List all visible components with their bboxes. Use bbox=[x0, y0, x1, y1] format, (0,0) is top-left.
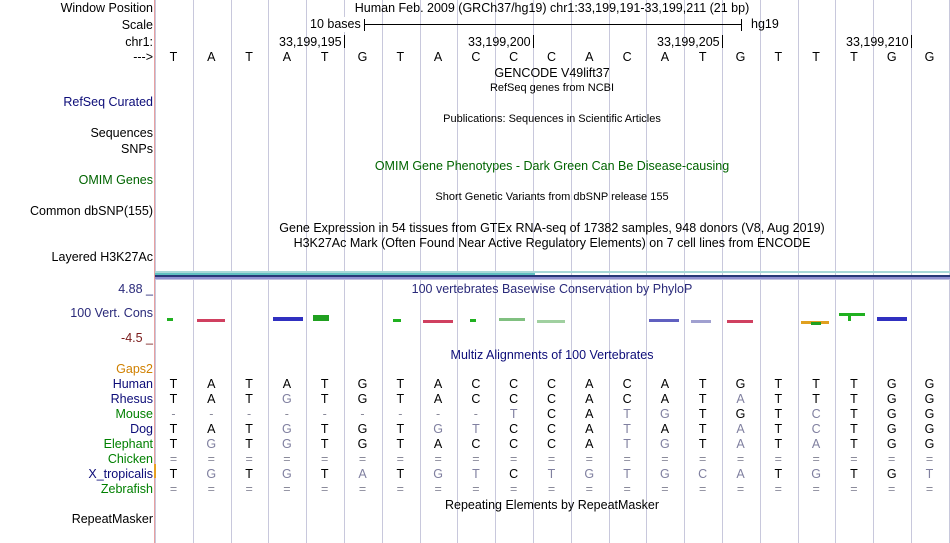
cons-bar bbox=[313, 315, 329, 321]
common-dbsnp-track-label[interactable]: Common dbSNP(155) bbox=[30, 204, 153, 218]
aligned-base: C bbox=[471, 437, 481, 451]
aligned-base: G bbox=[206, 467, 217, 481]
aligned-base: C bbox=[471, 392, 481, 406]
aligned-base: - bbox=[322, 407, 327, 421]
dna-base: T bbox=[396, 50, 405, 64]
aligned-base: G bbox=[357, 422, 368, 436]
aligned-base: C bbox=[546, 407, 557, 421]
gap-indicator bbox=[154, 464, 156, 478]
aligned-base: - bbox=[436, 407, 441, 421]
aligned-base: T bbox=[509, 407, 518, 421]
aligned-base: T bbox=[472, 467, 480, 481]
position-label: 33,199,210 bbox=[846, 35, 909, 49]
dna-base: T bbox=[850, 50, 858, 64]
aligned-base: C bbox=[622, 392, 632, 406]
aligned-base: G bbox=[886, 392, 897, 406]
alignment-row bbox=[155, 467, 950, 482]
cons-bar bbox=[393, 319, 401, 322]
aligned-base: T bbox=[623, 437, 631, 451]
aligned-base: T bbox=[547, 467, 556, 481]
aligned-base: A bbox=[433, 437, 443, 451]
aligned-base: G bbox=[886, 407, 897, 421]
position-label: 33,199,205 bbox=[657, 35, 720, 49]
aligned-base: C bbox=[622, 377, 632, 391]
aligned-base: = bbox=[585, 482, 593, 496]
aligned-base: G bbox=[924, 392, 935, 406]
aligned-base: T bbox=[812, 392, 820, 406]
aligned-base: T bbox=[396, 437, 405, 451]
dna-base: T bbox=[320, 50, 329, 64]
aligned-base: G bbox=[433, 467, 443, 481]
multiz-track-title[interactable]: Multiz Alignments of 100 Vertebrates bbox=[450, 348, 654, 362]
aligned-base: = bbox=[358, 482, 367, 496]
aligned-base: C bbox=[546, 392, 557, 406]
strand-arrow[interactable]: ---> bbox=[133, 50, 153, 64]
aligned-base: = bbox=[472, 482, 480, 496]
cons-bar bbox=[727, 320, 753, 323]
cons-bar bbox=[197, 319, 225, 322]
alignment-row bbox=[155, 437, 950, 452]
species-label-zebrafish[interactable]: Zebrafish bbox=[100, 482, 153, 496]
aligned-base: T bbox=[396, 422, 405, 436]
position-tick bbox=[722, 35, 723, 48]
scale-assembly: hg19 bbox=[751, 17, 779, 31]
cons-bar bbox=[839, 313, 865, 316]
aligned-base: T bbox=[320, 392, 329, 406]
aligned-base: T bbox=[245, 437, 253, 451]
aligned-base: G bbox=[282, 437, 292, 451]
aligned-base: C bbox=[546, 377, 557, 391]
aligned-base: G bbox=[433, 422, 443, 436]
aligned-base: = bbox=[283, 482, 291, 496]
aligned-base: T bbox=[472, 422, 480, 436]
aligned-base: T bbox=[850, 407, 858, 421]
aligned-base: C bbox=[509, 437, 519, 451]
aligned-base: = bbox=[736, 482, 745, 496]
aligned-base: A bbox=[358, 467, 367, 481]
aligned-base: T bbox=[245, 392, 253, 406]
aligned-base: A bbox=[585, 392, 594, 406]
aligned-base: T bbox=[774, 377, 783, 391]
scale-text: 10 bases bbox=[310, 17, 361, 31]
aligned-base: C bbox=[811, 407, 821, 421]
aligned-base: A bbox=[660, 377, 670, 391]
aligned-base: - bbox=[360, 407, 365, 421]
aligned-base: T bbox=[245, 377, 253, 391]
aligned-base: G bbox=[924, 377, 935, 391]
aligned-base: A bbox=[660, 392, 670, 406]
aligned-base: G bbox=[886, 437, 897, 451]
aligned-base: - bbox=[473, 407, 478, 421]
aligned-base: T bbox=[320, 437, 329, 451]
aligned-base: - bbox=[209, 407, 214, 421]
position-tick bbox=[344, 35, 345, 48]
aligned-base: = bbox=[207, 482, 215, 496]
aligned-base: A bbox=[433, 392, 443, 406]
aligned-base: = bbox=[358, 452, 367, 466]
refseq-track-label[interactable]: RefSeq Curated bbox=[63, 95, 153, 109]
dna-sequence bbox=[155, 50, 950, 65]
aligned-base: = bbox=[736, 452, 745, 466]
aligned-base: T bbox=[698, 392, 707, 406]
position-tick bbox=[533, 35, 534, 48]
publications-track-title[interactable]: Publications: Sequences in Scientific Articles bbox=[443, 113, 661, 125]
cons-bar bbox=[811, 322, 821, 325]
cons-bar bbox=[423, 320, 453, 323]
aligned-base: T bbox=[698, 422, 707, 436]
cons-bar bbox=[167, 318, 173, 321]
dna-base: C bbox=[546, 50, 557, 64]
aligned-base: A bbox=[736, 467, 745, 481]
aligned-base: = bbox=[245, 452, 253, 466]
aligned-base: = bbox=[812, 452, 820, 466]
species-label-dog[interactable]: Dog bbox=[130, 422, 153, 436]
alignment-row bbox=[155, 422, 950, 437]
aligned-base: = bbox=[472, 452, 480, 466]
aligned-base: G bbox=[735, 407, 746, 421]
scale-label: Scale bbox=[121, 18, 153, 32]
aligned-base: T bbox=[774, 467, 783, 481]
aligned-base: G bbox=[924, 407, 935, 421]
dna-base: G bbox=[357, 50, 368, 64]
aligned-base: = bbox=[245, 482, 253, 496]
scale-bar-left-cap bbox=[364, 19, 365, 31]
aligned-base: T bbox=[812, 377, 820, 391]
aligned-base: T bbox=[774, 407, 783, 421]
aligned-base: G bbox=[886, 422, 897, 436]
scale-bar bbox=[364, 24, 742, 25]
dna-base: G bbox=[924, 50, 935, 64]
aligned-base: T bbox=[774, 437, 783, 451]
aligned-base: C bbox=[546, 437, 557, 451]
aligned-base: T bbox=[850, 392, 858, 406]
vert-cons-track-label[interactable]: 100 Vert. Cons bbox=[70, 306, 153, 320]
cons-max-label: 4.88 _ bbox=[118, 282, 153, 296]
h3k27ac-track-title[interactable]: H3K27Ac Mark (Often Found Near Active Regulatory Elements) on 7 cell lines from ENCODE bbox=[293, 236, 811, 250]
aligned-base: G bbox=[357, 392, 368, 406]
dna-base: A bbox=[660, 50, 670, 64]
aligned-base: = bbox=[888, 452, 896, 466]
aligned-base: T bbox=[623, 467, 631, 481]
dna-base: T bbox=[245, 50, 253, 64]
aligned-base: T bbox=[623, 422, 631, 436]
aligned-base: T bbox=[169, 377, 178, 391]
cons-min-label: -4.5 _ bbox=[121, 331, 153, 345]
cons-bar bbox=[470, 319, 476, 322]
aligned-base: A bbox=[585, 407, 594, 421]
aligned-base: = bbox=[812, 482, 820, 496]
aligned-base: T bbox=[245, 422, 253, 436]
dna-base: T bbox=[774, 50, 783, 64]
aligned-base: G bbox=[886, 377, 897, 391]
conservation-wiggle[interactable] bbox=[155, 306, 950, 330]
alignment-row bbox=[155, 482, 950, 497]
aligned-base: T bbox=[396, 467, 405, 481]
species-label-x_tropicalis[interactable]: X_tropicalis bbox=[88, 467, 153, 481]
cons-bar bbox=[499, 318, 525, 321]
aligned-base: = bbox=[699, 452, 707, 466]
aligned-base: G bbox=[282, 467, 292, 481]
dna-base: A bbox=[433, 50, 443, 64]
aligned-base: G bbox=[924, 422, 935, 436]
aligned-base: G bbox=[357, 437, 368, 451]
aligned-base: A bbox=[811, 437, 821, 451]
species-label-chicken[interactable]: Chicken bbox=[107, 452, 153, 466]
omim-track-title[interactable]: OMIM Gene Phenotypes - Dark Green Can Be Disease-causing bbox=[374, 159, 730, 173]
aligned-base: T bbox=[698, 407, 707, 421]
dna-base: C bbox=[471, 50, 481, 64]
aligned-base: = bbox=[434, 452, 442, 466]
dna-base: C bbox=[509, 50, 519, 64]
aligned-base: T bbox=[698, 437, 707, 451]
gencode-track-title[interactable]: GENCODE V49lift37 bbox=[494, 66, 610, 80]
aligned-base: C bbox=[546, 422, 557, 436]
cons-bar bbox=[273, 317, 303, 321]
aligned-base: G bbox=[660, 437, 670, 451]
repeatmasker-track-title[interactable]: Repeating Elements by RepeatMasker bbox=[444, 498, 660, 512]
aligned-base: C bbox=[509, 377, 519, 391]
h3k27ac-signal[interactable] bbox=[155, 271, 950, 280]
aligned-base: - bbox=[171, 407, 176, 421]
aligned-base: C bbox=[509, 392, 519, 406]
aligned-base: T bbox=[396, 392, 405, 406]
aligned-base: = bbox=[169, 452, 178, 466]
assembly-position-text: Human Feb. 2009 (GRCh37/hg19) chr1:33,199,191-33,199,211 (21 bp) bbox=[354, 1, 750, 15]
aligned-base: G bbox=[206, 437, 217, 451]
sequences-track-label[interactable]: Sequences bbox=[90, 126, 153, 140]
repeatmasker-track-label[interactable]: RepeatMasker bbox=[71, 512, 153, 526]
aligned-base: G bbox=[811, 467, 821, 481]
aligned-base: A bbox=[433, 377, 443, 391]
aligned-base: = bbox=[888, 482, 896, 496]
aligned-base: T bbox=[169, 392, 178, 406]
aligned-base: C bbox=[509, 422, 519, 436]
aligned-base: G bbox=[282, 422, 292, 436]
aligned-base: A bbox=[660, 422, 670, 436]
aligned-base: = bbox=[321, 482, 329, 496]
alignment-row bbox=[155, 392, 950, 407]
aligned-base: T bbox=[169, 437, 178, 451]
aligned-base: G bbox=[282, 392, 292, 406]
aligned-base: G bbox=[660, 467, 670, 481]
window-position-label: Window Position bbox=[60, 1, 153, 15]
cons-bar bbox=[691, 320, 711, 323]
aligned-base: T bbox=[623, 407, 631, 421]
dna-base: T bbox=[169, 50, 178, 64]
aligned-base: = bbox=[850, 482, 858, 496]
species-label-mouse[interactable]: Mouse bbox=[115, 407, 153, 421]
aligned-base: A bbox=[585, 377, 594, 391]
aligned-base: = bbox=[699, 482, 707, 496]
phylop-track-title[interactable]: 100 vertebrates Basewise Conservation by PhyloP bbox=[411, 282, 693, 296]
aligned-base: T bbox=[245, 467, 253, 481]
cons-bar bbox=[877, 317, 907, 321]
aligned-base: C bbox=[471, 377, 481, 391]
aligned-base: A bbox=[282, 377, 292, 391]
dna-base: A bbox=[585, 50, 594, 64]
aligned-base: = bbox=[661, 452, 669, 466]
aligned-base: T bbox=[698, 377, 707, 391]
dna-base: T bbox=[698, 50, 707, 64]
aligned-base: C bbox=[698, 467, 708, 481]
aligned-base: T bbox=[850, 377, 858, 391]
dbsnp-track-title[interactable]: Short Genetic Variants from dbSNP release 155 bbox=[435, 191, 669, 203]
aligned-base: = bbox=[169, 482, 178, 496]
aligned-base: T bbox=[169, 467, 178, 481]
aligned-base: - bbox=[398, 407, 403, 421]
aligned-base: = bbox=[623, 452, 631, 466]
aligned-base: T bbox=[396, 377, 405, 391]
aligned-base: T bbox=[774, 392, 783, 406]
species-label-elephant[interactable]: Elephant bbox=[103, 437, 153, 451]
aligned-base: = bbox=[547, 482, 556, 496]
cons-bar bbox=[537, 320, 565, 323]
dna-base: G bbox=[735, 50, 746, 64]
scale-bar-right-cap bbox=[741, 19, 742, 31]
aligned-base: = bbox=[396, 482, 404, 496]
aligned-base: T bbox=[320, 422, 329, 436]
aligned-base: G bbox=[924, 437, 935, 451]
aligned-base: = bbox=[547, 452, 556, 466]
dna-base: A bbox=[282, 50, 292, 64]
aligned-base: T bbox=[774, 422, 783, 436]
gtex-track-title[interactable]: Gene Expression in 54 tissues from GTEx RNA-seq of 17382 samples, 948 donors (V8, Aug 2019) bbox=[279, 221, 825, 235]
position-tick bbox=[911, 35, 912, 48]
aligned-base: G bbox=[584, 467, 595, 481]
aligned-base: T bbox=[850, 437, 858, 451]
snps-track-label[interactable]: SNPs bbox=[121, 142, 153, 156]
dna-base: A bbox=[207, 50, 216, 64]
aligned-base: C bbox=[509, 467, 519, 481]
aligned-base: A bbox=[736, 437, 745, 451]
dna-base: G bbox=[886, 50, 897, 64]
alignment-row bbox=[155, 452, 950, 467]
aligned-base: - bbox=[284, 407, 289, 421]
h3k27ac-track-label[interactable]: Layered H3K27Ac bbox=[51, 250, 153, 264]
aligned-base: A bbox=[585, 422, 594, 436]
aligned-base: G bbox=[660, 407, 670, 421]
aligned-base: = bbox=[510, 482, 518, 496]
aligned-base: T bbox=[850, 467, 858, 481]
aligned-base: A bbox=[207, 392, 216, 406]
aligned-base: = bbox=[321, 452, 329, 466]
alignment-row bbox=[155, 377, 950, 392]
aligned-base: = bbox=[510, 452, 518, 466]
aligned-base: = bbox=[623, 482, 631, 496]
position-label: 33,199,200 bbox=[468, 35, 531, 49]
aligned-base: = bbox=[283, 452, 291, 466]
aligned-base: = bbox=[661, 482, 669, 496]
aligned-base: G bbox=[735, 377, 746, 391]
cons-bar bbox=[649, 319, 679, 322]
dna-base: C bbox=[622, 50, 632, 64]
aligned-base: = bbox=[925, 452, 934, 466]
aligned-base: T bbox=[850, 422, 858, 436]
aligned-base: A bbox=[207, 422, 216, 436]
position-label: 33,199,195 bbox=[279, 35, 342, 49]
gaps-label: Gaps2 bbox=[116, 362, 153, 376]
aligned-base: = bbox=[396, 452, 404, 466]
aligned-base: - bbox=[247, 407, 252, 421]
aligned-base: A bbox=[207, 377, 216, 391]
omim-genes-track-label[interactable]: OMIM Genes bbox=[78, 173, 153, 187]
aligned-base: A bbox=[736, 422, 745, 436]
cons-bar bbox=[848, 313, 851, 321]
dna-base: T bbox=[812, 50, 820, 64]
chrom-label: chr1: bbox=[125, 35, 153, 49]
aligned-base: = bbox=[207, 452, 215, 466]
aligned-base: = bbox=[434, 482, 442, 496]
aligned-base: T bbox=[925, 467, 934, 481]
aligned-base: C bbox=[811, 422, 821, 436]
aligned-base: G bbox=[886, 467, 897, 481]
alignment-row bbox=[155, 407, 950, 422]
aligned-base: = bbox=[774, 452, 782, 466]
species-label-human[interactable]: Human bbox=[112, 377, 153, 391]
aligned-base: = bbox=[850, 452, 858, 466]
aligned-base: T bbox=[320, 377, 329, 391]
species-label-rhesus[interactable]: Rhesus bbox=[110, 392, 153, 406]
aligned-base: A bbox=[736, 392, 745, 406]
aligned-base: T bbox=[320, 467, 329, 481]
aligned-base: A bbox=[585, 437, 594, 451]
refseq-track-title[interactable]: RefSeq genes from NCBI bbox=[489, 82, 615, 94]
aligned-base: G bbox=[357, 377, 368, 391]
aligned-base: = bbox=[925, 482, 934, 496]
aligned-base: = bbox=[585, 452, 593, 466]
aligned-base: T bbox=[169, 422, 178, 436]
aligned-base: = bbox=[774, 482, 782, 496]
